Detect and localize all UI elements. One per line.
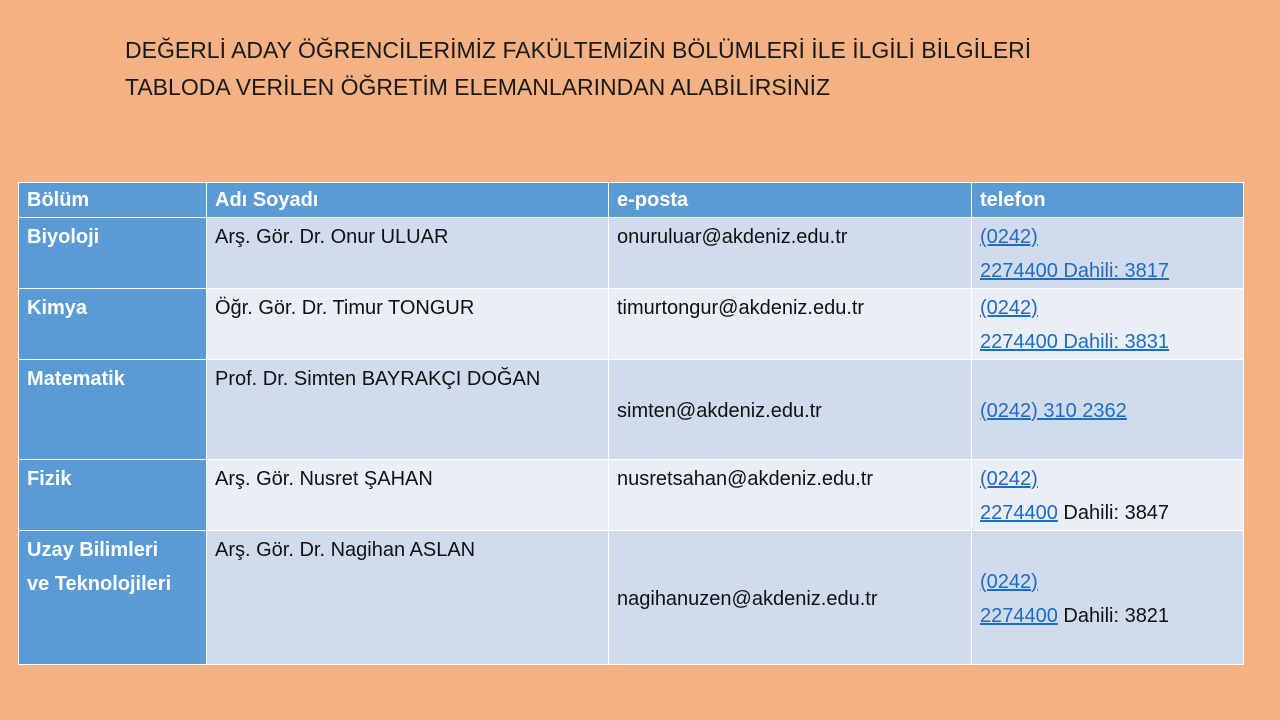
header-name: Adı Soyadı	[207, 183, 609, 218]
contact-table	[18, 182, 1244, 665]
email-cell: timurtongur@akdeniz.edu.tr	[609, 289, 972, 360]
department-cell: Kimya	[19, 289, 207, 360]
table-row	[19, 360, 1244, 460]
header-department: Bölüm	[19, 183, 207, 218]
phone-cell	[972, 218, 1244, 289]
phone-cell	[972, 289, 1244, 360]
department-cell	[19, 531, 207, 665]
phone-link[interactable]: (0242) 2274400 Dahili: 3817	[980, 226, 1170, 282]
table-row	[19, 460, 1244, 531]
department-line-2: ve Teknolojileri	[27, 573, 172, 595]
header-phone: telefon	[972, 183, 1244, 218]
page-title	[125, 32, 1225, 106]
table-header-row	[19, 183, 1244, 218]
name-cell: Arş. Gör. Nusret ŞAHAN	[207, 460, 609, 531]
phone-cell	[972, 360, 1244, 460]
name-cell: Öğr. Gör. Dr. Timur TONGUR	[207, 289, 609, 360]
phone-link[interactable]: (0242) 310 2362	[980, 399, 1127, 422]
table-row	[19, 218, 1244, 289]
name-cell: Arş. Gör. Dr. Nagihan ASLAN	[207, 531, 609, 665]
email-cell: onuruluar@akdeniz.edu.tr	[609, 218, 972, 289]
title-line-2: TABLODA VERİLEN ÖĞRETİM ELEMANLARINDAN ALABİLİRSİNİZ	[125, 74, 831, 100]
phone-link[interactable]: (0242) 2274400	[980, 468, 1058, 524]
phone-link[interactable]: (0242) 2274400 Dahili: 3831	[980, 297, 1170, 353]
phone-extension: Dahili: 3821	[1057, 604, 1170, 627]
phone-cell	[972, 531, 1244, 665]
header-email: e-posta	[609, 183, 972, 218]
table-row	[19, 531, 1244, 665]
name-cell: Prof. Dr. Simten BAYRAKÇI DOĞAN	[207, 360, 609, 460]
phone-link[interactable]: (0242) 2274400	[980, 570, 1058, 627]
table-row	[19, 289, 1244, 360]
department-cell: Fizik	[19, 460, 207, 531]
phone-extension: Dahili: 3847	[1057, 502, 1170, 524]
department-line-1: Uzay Bilimleri	[27, 539, 159, 561]
title-line-1: DEĞERLİ ADAY ÖĞRENCİLERİMİZ FAKÜLTEMİZİN BÖLÜMLERİ İLE İLGİLİ BİLGİLERİ	[125, 37, 1032, 63]
name-cell: Arş. Gör. Dr. Onur ULUAR	[207, 218, 609, 289]
email-cell: nusretsahan@akdeniz.edu.tr	[609, 460, 972, 531]
phone-cell	[972, 460, 1244, 531]
email-cell: simten@akdeniz.edu.tr	[609, 360, 972, 460]
email-cell: nagihanuzen@akdeniz.edu.tr	[609, 531, 972, 665]
department-cell: Matematik	[19, 360, 207, 460]
department-cell: Biyoloji	[19, 218, 207, 289]
